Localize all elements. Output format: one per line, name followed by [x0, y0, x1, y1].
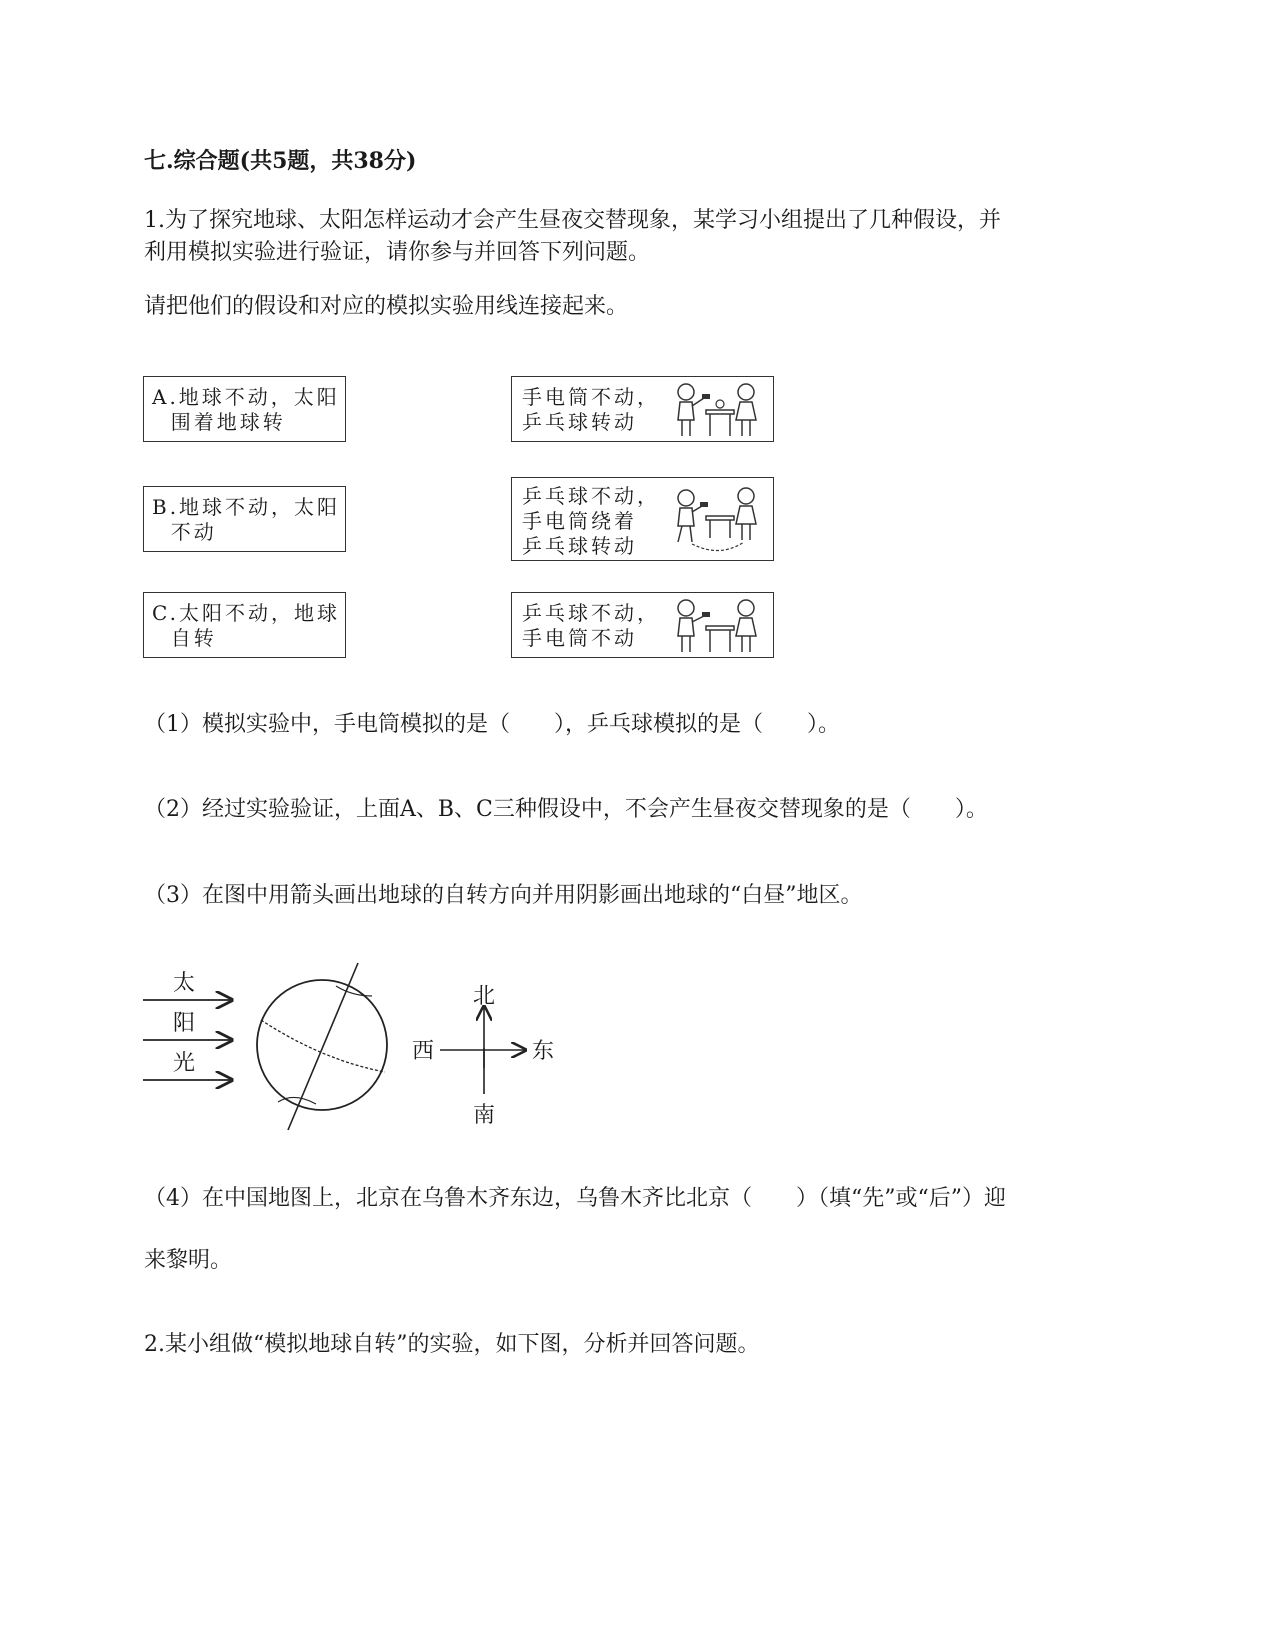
earth-sunlight-diagram — [140, 960, 570, 1140]
compass-west: 西 — [412, 1039, 435, 1064]
experiment-1-line2: 乒乓球转动 — [522, 410, 637, 434]
hypothesis-box-b — [143, 486, 346, 552]
q1-sub3: （3）在图中用箭头画出地球的自转方向并用阴影画出地球的“白昼”地区。 — [144, 883, 863, 908]
q2-intro: 2.某小组做“模拟地球自转”的实验，如下图，分析并回答问题。 — [144, 1332, 760, 1357]
hypothesis-box-c — [143, 592, 346, 658]
q1-sub4-line2: 来黎明。 — [144, 1248, 233, 1273]
section-title: 七.综合题(共5题，共38分) — [144, 148, 417, 174]
hypothesis-c-line2: 自转 — [152, 626, 217, 650]
experiment-3-line1: 乒乓球不动， — [522, 601, 660, 625]
experiment-2-line2: 手电筒绕着 — [522, 509, 637, 533]
q1-intro-line1: 1.为了探究地球、太阳怎样运动才会产生昼夜交替现象，某学习小组提出了几种假设，并 — [144, 208, 1001, 233]
kids-orbit-illustration — [672, 486, 762, 556]
experiment-3-line2: 手电筒不动 — [522, 626, 637, 650]
experiment-box-2 — [511, 477, 774, 561]
hypothesis-b-line1: B.地球不动，太阳 — [152, 495, 341, 519]
q1-sub1: （1）模拟实验中，手电筒模拟的是（ ），乒乓球模拟的是（ ）。 — [144, 712, 840, 737]
sun-label-3: 光 — [173, 1051, 196, 1076]
hypothesis-box-a — [143, 376, 346, 442]
hypothesis-c-line1: C.太阳不动，地球 — [152, 601, 340, 625]
sun-label-2: 阳 — [173, 1011, 196, 1036]
compass-south: 南 — [473, 1103, 496, 1128]
sun-label-1: 太 — [173, 971, 196, 996]
q1-sub2: （2）经过实验验证，上面A、B、C三种假设中，不会产生昼夜交替现象的是（ ）。 — [144, 797, 988, 822]
experiment-2-line3: 乒乓球转动 — [522, 534, 637, 558]
experiment-1-line1: 手电筒不动， — [522, 385, 660, 409]
compass-east: 东 — [532, 1039, 555, 1064]
q1-intro-line2: 利用模拟实验进行验证，请你参与并回答下列问题。 — [144, 240, 651, 265]
hypothesis-b-line2: 不动 — [152, 520, 217, 544]
hypothesis-a-line2: 围着地球转 — [152, 410, 286, 434]
experiment-box-3 — [511, 592, 774, 658]
experiment-2-line1: 乒乓球不动， — [522, 484, 660, 508]
kids-static-illustration — [672, 596, 762, 656]
q1-instruction: 请把他们的假设和对应的模拟实验用线连接起来。 — [144, 294, 629, 319]
experiment-box-1 — [511, 376, 774, 442]
q1-sub4-line1: （4）在中国地图上，北京在乌鲁木齐东边，乌鲁木齐比北京（ ）（填“先”或“后”）迎 — [144, 1186, 1006, 1211]
compass-north: 北 — [473, 984, 496, 1009]
kids-flashlight-illustration — [672, 380, 762, 440]
hypothesis-a-line1: A.地球不动，太阳 — [152, 385, 340, 409]
earth-globe — [257, 980, 387, 1110]
